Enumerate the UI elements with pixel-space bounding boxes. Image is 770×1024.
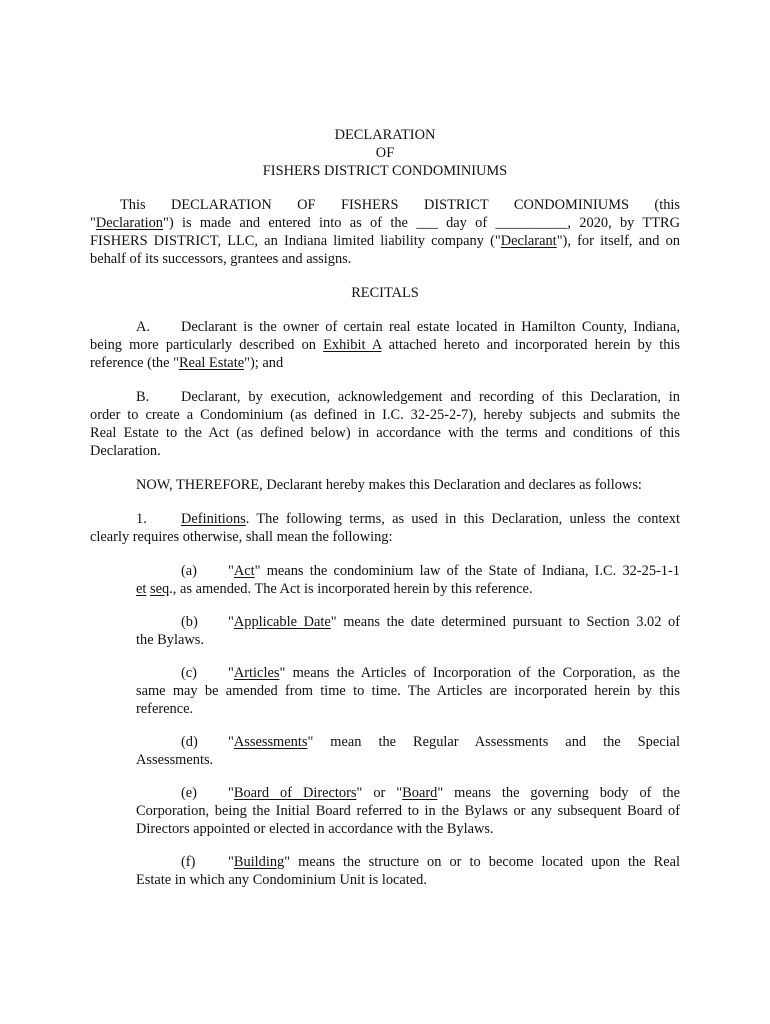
term-building: Building <box>233 854 285 870</box>
term-assessments: Assessments <box>233 734 308 750</box>
intro-line-3: FISHERS DISTRICT, LLC, an Indiana limited liability company ("Declarant"), for itself, and on <box>90 233 680 249</box>
def-f-label: (f) <box>181 854 196 870</box>
recital-b-line-1: Declarant, by execution, acknowledgement and recording of this Declaration, in <box>181 389 680 405</box>
section-1-line-1: Definitions. The following terms, as used in this Declaration, unless the context <box>181 511 680 527</box>
def-f-line-1: "Building" means the structure on or to become located upon the Real <box>228 854 680 870</box>
def-a-label: (a) <box>181 563 197 579</box>
term-applicable-date: Applicable Date <box>233 614 331 630</box>
def-a-line-2: et seq., as amended. The Act is incorporated herein by this reference. <box>136 581 533 597</box>
recital-a-line-2: being more particularly described on Exhibit A attached hereto and incorporated herein by this <box>90 337 680 353</box>
def-e-label: (e) <box>181 785 197 801</box>
term-declaration: Declaration <box>95 215 163 231</box>
section-1-number: 1. <box>136 511 147 527</box>
def-c-label: (c) <box>181 665 197 681</box>
recital-b-label: B. <box>136 389 150 405</box>
recital-b-line-3: Real Estate to the Act (as defined below) in accordance with the terms and conditions of this <box>90 425 680 441</box>
term-declarant: Declarant <box>500 233 557 249</box>
term-articles: Articles <box>233 665 280 681</box>
def-e-line-3: Directors appointed or elected in accordance with the Bylaws. <box>136 821 494 837</box>
def-b-label: (b) <box>181 614 198 630</box>
term-real-estate: Real Estate <box>178 355 245 371</box>
intro-line-1: This DECLARATION OF FISHERS DISTRICT CONDOMINIUMS (this <box>120 197 680 213</box>
def-b-line-1: "Applicable Date" means the date determined pursuant to Section 3.02 of <box>228 614 680 630</box>
def-c-line-3: reference. <box>136 701 194 717</box>
now-therefore: NOW, THEREFORE, Declarant hereby makes this Declaration and declares as follows: <box>136 477 642 493</box>
term-exhibit-a: Exhibit A <box>323 337 382 353</box>
term-board-of-directors: Board of Directors <box>233 785 357 801</box>
def-c-line-2: same may be amended from time to time. The Articles are incorporated herein by this <box>136 683 680 699</box>
title-line-1: DECLARATION <box>334 127 436 143</box>
def-b-line-2: the Bylaws. <box>136 632 204 648</box>
recital-b-line-2: order to create a Condominium (as defined in I.C. 32-25-2-7), hereby subjects and submits the <box>90 407 680 423</box>
recital-a-line-3: reference (the "Real Estate"); and <box>90 355 284 371</box>
recital-a-line-1: Declarant is the owner of certain real estate located in Hamilton County, Indiana, <box>181 319 680 335</box>
term-act: Act <box>233 563 255 579</box>
recital-a-label: A. <box>136 319 150 335</box>
def-e-line-2: Corporation, being the Initial Board referred to in the Bylaws or any subsequent Board of <box>136 803 680 819</box>
def-e-line-1: "Board of Directors" or "Board" means the governing body of the <box>228 785 680 801</box>
def-d-line-1: "Assessments" mean the Regular Assessments and the Special <box>228 734 680 750</box>
def-d-line-2: Assessments. <box>136 752 214 768</box>
def-d-label: (d) <box>181 734 198 750</box>
title-line-2: OF <box>375 145 395 161</box>
recital-b-line-4: Declaration. <box>90 443 161 459</box>
def-f-line-2: Estate in which any Condominium Unit is located. <box>136 872 427 888</box>
recitals-heading: RECITALS <box>351 285 419 301</box>
section-1-line-2: clearly requires otherwise, shall mean the following: <box>90 529 393 545</box>
def-c-line-1: "Articles" means the Articles of Incorporation of the Corporation, as the <box>228 665 680 681</box>
title-line-3: FISHERS DISTRICT CONDOMINIUMS <box>262 163 508 179</box>
section-1-heading: Definitions <box>181 511 246 527</box>
intro-line-2: "Declaration") is made and entered into as of the ___ day of __________, 2020, by TTRG <box>90 215 680 231</box>
def-a-line-1: "Act" means the condominium law of the State of Indiana, I.C. 32-25-1-1 <box>228 563 680 579</box>
term-board: Board <box>402 785 438 801</box>
intro-line-4: behalf of its successors, grantees and assigns. <box>90 251 352 267</box>
